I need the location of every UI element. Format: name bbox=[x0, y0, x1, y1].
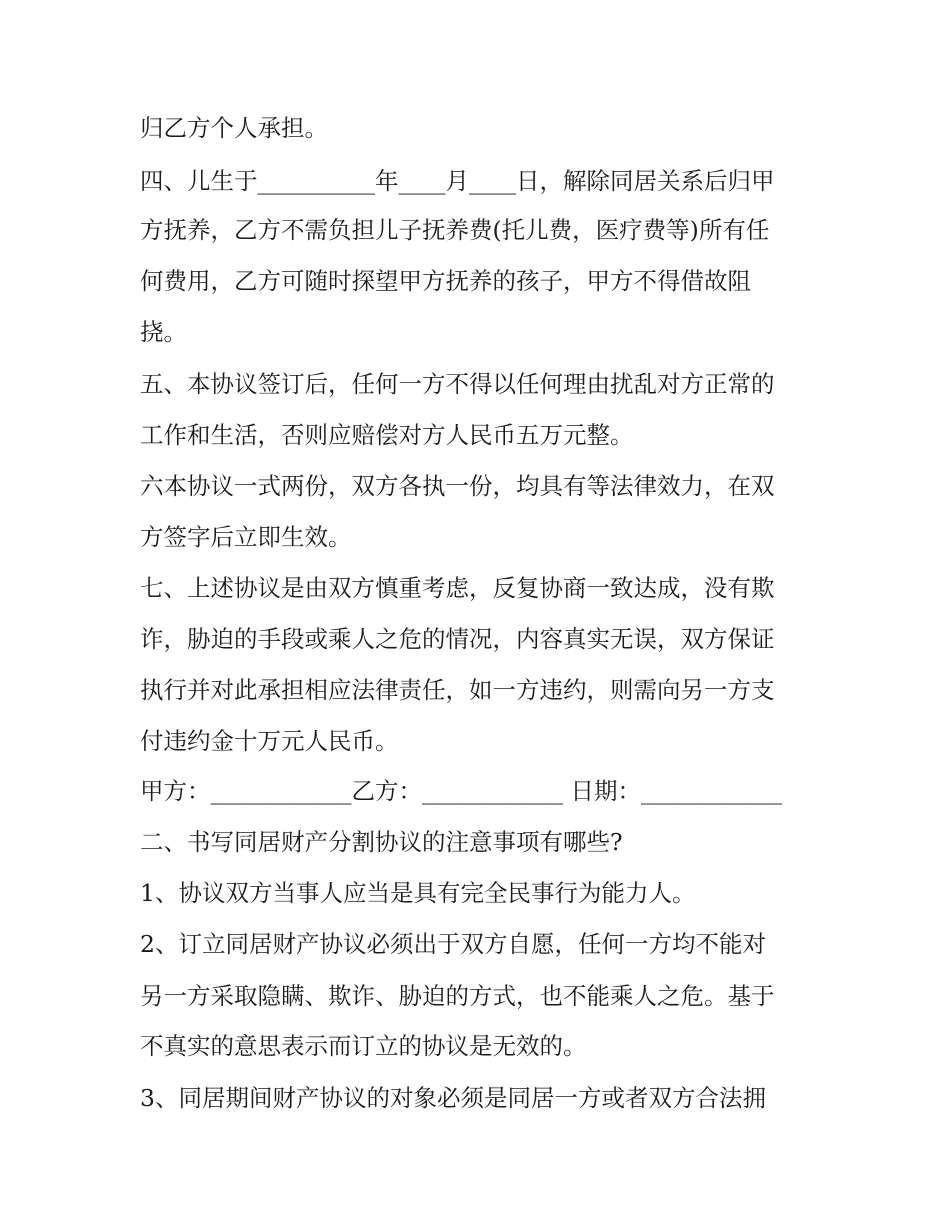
text-line: 六本协议一式两份，双方各执一份，均具有等法律效力，在双 bbox=[140, 472, 775, 500]
day-blank: ____ bbox=[469, 167, 516, 195]
text-line: 挠。 bbox=[140, 318, 187, 346]
text-line: 五、本协议签订后，任何一方不得以任何理由扰乱对方正常的 bbox=[140, 370, 775, 398]
text-line: 执行并对此承担相应法律责任，如一方违约，则需向另一方支 bbox=[140, 676, 775, 704]
party-a-label: 甲方： bbox=[140, 777, 211, 805]
party-b-label: 乙方： bbox=[351, 777, 422, 805]
text-line: 方抚养，乙方不需负担儿子抚养费(托儿费，医疗费等)所有任 bbox=[140, 216, 770, 244]
text-line: 工作和生活，否则应赔偿对方人民币五万元整。 bbox=[140, 421, 634, 449]
year-label: 年 bbox=[375, 167, 399, 195]
text-line: 1、协议双方当事人应当是具有完全民事行为能力人。 bbox=[140, 879, 696, 907]
date-label: 日期： bbox=[563, 777, 641, 805]
child-custody-clause bbox=[140, 166, 775, 196]
section-heading: 二、书写同居财产分割协议的注意事项有哪些? bbox=[140, 828, 623, 856]
year-blank: __________ bbox=[257, 167, 375, 195]
text-line: 付违约金十万元人民币。 bbox=[140, 727, 399, 755]
party-a-signature-blank: ____________ bbox=[210, 777, 352, 805]
day-label: 日，解除同居关系后归甲 bbox=[516, 167, 775, 195]
text-line: 3、同居期间财产协议的对象必须是同居一方或者双方合法拥 bbox=[140, 1084, 766, 1112]
text-line: 方签字后立即生效。 bbox=[140, 523, 352, 551]
month-label: 月 bbox=[445, 167, 469, 195]
month-blank: ____ bbox=[398, 167, 446, 195]
text-line: 另一方采取隐瞒、欺诈、胁迫的方式，也不能乘人之危。基于 bbox=[140, 982, 775, 1010]
text-line: 2、订立同居财产协议必须出于双方自愿，任何一方均不能对 bbox=[140, 930, 766, 958]
date-blank: ____________ bbox=[640, 777, 782, 805]
text-line: 何费用，乙方可随时探望甲方抚养的孩子，甲方不得借故阻 bbox=[140, 267, 751, 295]
text-line: 不真实的意思表示而订立的协议是无效的。 bbox=[140, 1032, 587, 1060]
signature-line bbox=[140, 776, 782, 806]
party-b-signature-blank: ____________ bbox=[422, 777, 563, 805]
text-line: 归乙方个人承担。 bbox=[140, 114, 328, 142]
text-line: 七、上述协议是由双方慎重考虑，反复协商一致达成，没有欺 bbox=[140, 574, 775, 602]
text-line: 诈，胁迫的手段或乘人之危的情况，内容真实无误，双方保证 bbox=[140, 625, 775, 653]
clause-lead: 四、儿生于 bbox=[140, 167, 258, 195]
